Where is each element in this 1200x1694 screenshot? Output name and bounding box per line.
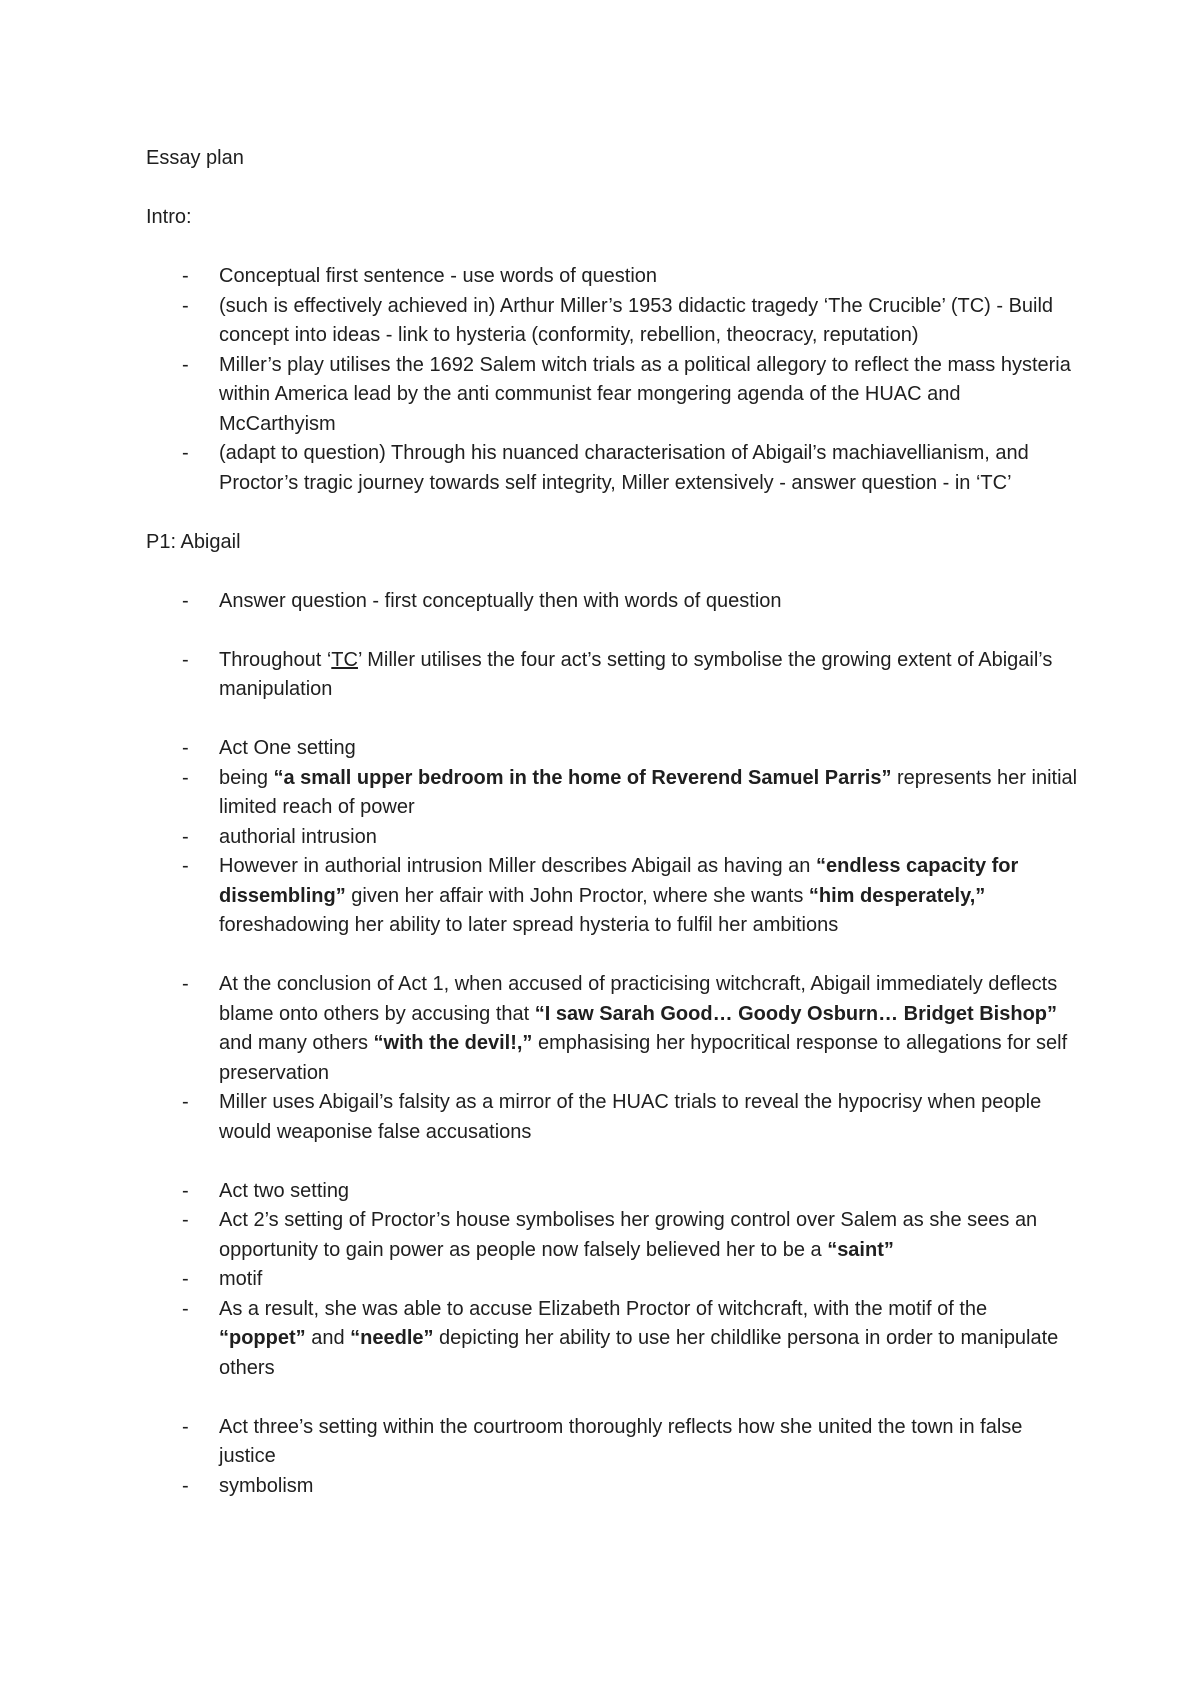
list-item-text: Act three’s setting within the courtroom thoroughly reflects how she united the town in false justice bbox=[219, 1415, 1023, 1467]
list-item bbox=[146, 970, 1079, 1088]
list-item bbox=[146, 351, 1079, 440]
dash-bullet-icon: - bbox=[182, 1268, 189, 1290]
dash-bullet-icon: - bbox=[182, 1415, 189, 1438]
list-item bbox=[146, 1472, 1079, 1502]
list-item bbox=[146, 262, 1079, 292]
list-item-text: (adapt to question) Through his nuanced characterisation of Abigail’s machiavellianism, and Proctor’s tragic journey towards self integrity, Miller extensively - answer question - in ‘TC’ bbox=[219, 442, 1029, 494]
list-item bbox=[146, 852, 1079, 941]
dash-bullet-icon: - bbox=[182, 265, 189, 287]
bullet-list bbox=[146, 262, 1080, 498]
list-item bbox=[146, 1177, 1079, 1207]
dash-bullet-icon: - bbox=[182, 825, 189, 848]
list-item bbox=[146, 1295, 1079, 1384]
list-item bbox=[146, 734, 1079, 764]
list-item-text: As a result, she was able to accuse Elizabeth Proctor of witchcraft, with the motif of the “poppet” and “needle” depicting her ability to use her childlike persona in order to manipulate others bbox=[219, 1297, 1059, 1379]
list-item bbox=[146, 439, 1079, 498]
document-body bbox=[146, 203, 1080, 1501]
bullet-list bbox=[146, 587, 1080, 1502]
dash-bullet-icon: - bbox=[182, 442, 189, 464]
list-item bbox=[146, 646, 1079, 705]
list-item bbox=[146, 1206, 1079, 1265]
list-item bbox=[146, 1088, 1079, 1147]
dash-bullet-icon: - bbox=[182, 1297, 189, 1320]
dash-bullet-icon: - bbox=[182, 766, 189, 789]
list-item-text: Miller uses Abigail’s falsity as a mirror of the HUAC trials to reveal the hypocrisy when people would weaponise false accusations bbox=[219, 1091, 1042, 1143]
list-item bbox=[146, 764, 1079, 823]
list-item-text: Act One setting bbox=[219, 737, 356, 759]
list-item bbox=[146, 1413, 1079, 1472]
section-heading: P1: Abigail bbox=[146, 530, 241, 553]
list-item bbox=[146, 1265, 1079, 1295]
dash-bullet-icon: - bbox=[182, 1179, 189, 1202]
dash-bullet-icon: - bbox=[182, 294, 189, 317]
list-item-text: Conceptual first sentence - use words of question bbox=[219, 265, 658, 287]
list-item-text: Throughout ‘TC’ Miller utilises the four act’s setting to symbolise the growing extent of Abigail’s manipulation bbox=[219, 648, 1053, 700]
dash-bullet-icon: - bbox=[182, 855, 189, 877]
section-heading: Intro: bbox=[146, 206, 192, 228]
dash-bullet-icon: - bbox=[182, 589, 189, 612]
dash-bullet-icon: - bbox=[182, 648, 189, 671]
list-item-text: At the conclusion of Act 1, when accused of practicising witchcraft, Abigail immediately deflects blame onto others by accusing that “I saw Sarah Good… Goody Osburn… Bridget Bishop” and many others “with the devil!,” emphasising her hypocritical response to allegations for self preservation bbox=[219, 973, 1068, 1084]
list-item-text: motif bbox=[219, 1268, 263, 1290]
dash-bullet-icon: - bbox=[182, 1474, 189, 1497]
list-item-text: Answer question - first conceptually then with words of question bbox=[219, 589, 782, 612]
list-item bbox=[146, 823, 1079, 853]
dash-bullet-icon: - bbox=[182, 973, 189, 995]
dash-bullet-icon: - bbox=[182, 1091, 189, 1113]
dash-bullet-icon: - bbox=[182, 1209, 189, 1231]
list-item-text: being “a small upper bedroom in the home of Reverend Samuel Parris” represents her initial limited reach of power bbox=[219, 766, 1078, 818]
document-title: Essay plan bbox=[146, 147, 244, 169]
list-item-text: However in authorial intrusion Miller describes Abigail as having an “endless capacity for dissembling” given her affair with John Proctor, where she wants “him desperately,” foreshadowing her ability to later spread hysteria to fulfil her ambitions bbox=[219, 855, 1019, 936]
list-item-text: authorial intrusion bbox=[219, 825, 377, 848]
list-item-text: Act 2’s setting of Proctor’s house symbolises her growing control over Salem as she sees an opportunity to gain power as people now falsely believed her to be a “saint” bbox=[219, 1209, 1038, 1261]
list-item bbox=[146, 587, 1079, 617]
list-item-text: Act two setting bbox=[219, 1179, 350, 1202]
list-item bbox=[146, 292, 1079, 351]
dash-bullet-icon: - bbox=[182, 353, 189, 376]
list-item-text: symbolism bbox=[219, 1474, 314, 1497]
dash-bullet-icon: - bbox=[182, 737, 189, 759]
list-item-text: Miller’s play utilises the 1692 Salem witch trials as a political allegory to reflect the mass hysteria within America lead by the anti communist fear mongering agenda of the HUAC and McCarthyism bbox=[219, 353, 1071, 435]
list-item-text: (such is effectively achieved in) Arthur Miller’s 1953 didactic tragedy ‘The Crucible’ (TC) - Build concept into ideas - link to hysteria (conformity, rebellion, theocracy, reputation) bbox=[219, 294, 1054, 346]
